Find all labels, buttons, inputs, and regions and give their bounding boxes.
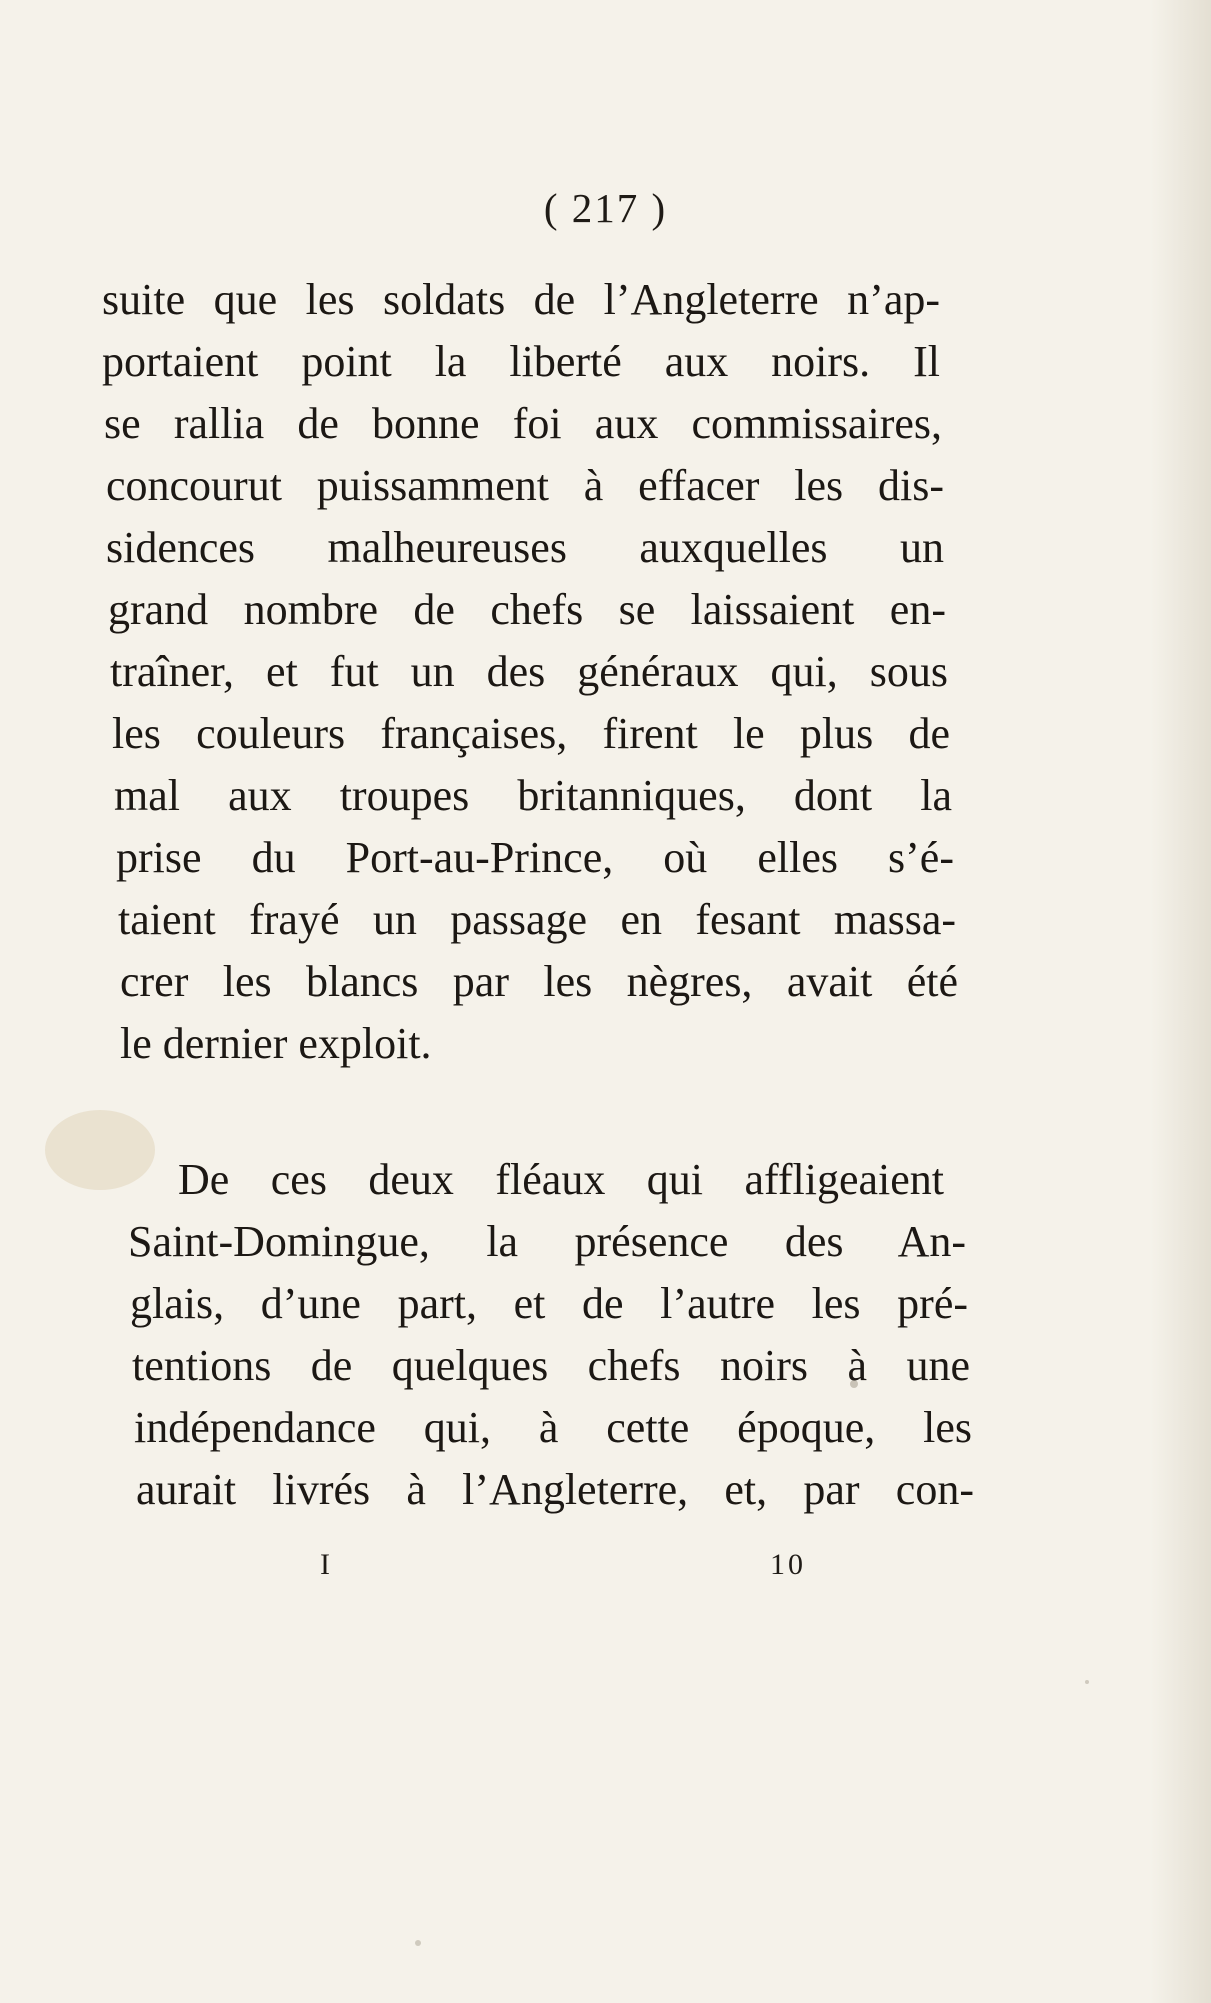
foxing-stain — [45, 1110, 155, 1190]
paragraph-1-line-8: les couleurs françaises, firent le plus de — [112, 709, 950, 758]
paragraph-2-line-3: glais, d’une part, et de l’autre les pré- — [130, 1279, 968, 1328]
paragraph-1-line-6: grand nombre de chefs se laissaient en- — [108, 585, 946, 634]
page-number-header: ( 217 ) — [543, 185, 668, 231]
paragraph-1-line-1: suite que les soldats de l’Angleterre n’ap- — [102, 275, 940, 324]
paragraph-1-line-2: portaient point la liberté aux noirs. Il — [102, 337, 940, 386]
paragraph-1-line-7: traîner, et fut un des généraux qui, sous — [110, 647, 948, 696]
signature-mark-volume: I — [320, 1548, 333, 1581]
paragraph-2-line-4: tentions de quelques chefs noirs à une — [132, 1341, 970, 1390]
paragraph-2-line-6: aurait livrés à l’Angleterre, et, par con- — [136, 1465, 974, 1514]
paragraph-1-line-9: mal aux troupes britanniques, dont la — [114, 771, 952, 820]
paper-speck — [415, 1940, 421, 1946]
paragraph-1-line-11: taient frayé un passage en fesant massa- — [118, 895, 956, 944]
paragraph-2-line-2: Saint-Domingue, la présence des An- — [128, 1217, 966, 1266]
paragraph-1-line-3: se rallia de bonne foi aux commissaires, — [104, 399, 942, 448]
paragraph-2-line-5: indépendance qui, à cette époque, les — [134, 1403, 972, 1452]
paragraph-1-line-12: crer les blancs par les nègres, avait été — [120, 957, 958, 1006]
paragraph-2-line-1: De ces deux fléaux qui affligeaient — [178, 1155, 944, 1204]
page-edge-shadow — [1150, 0, 1211, 2003]
paragraph-1-line-13: le dernier exploit. — [120, 1019, 432, 1068]
signature-mark-gathering: 10 — [770, 1548, 806, 1581]
paragraph-1-line-4: concourut puissamment à effacer les dis- — [106, 461, 944, 510]
paper-speck — [1085, 1680, 1089, 1684]
paragraph-1-line-10: prise du Port-au-Prince, où elles s’é- — [116, 833, 954, 882]
paragraph-1-line-5: sidences malheureuses auxquelles un — [106, 523, 944, 572]
